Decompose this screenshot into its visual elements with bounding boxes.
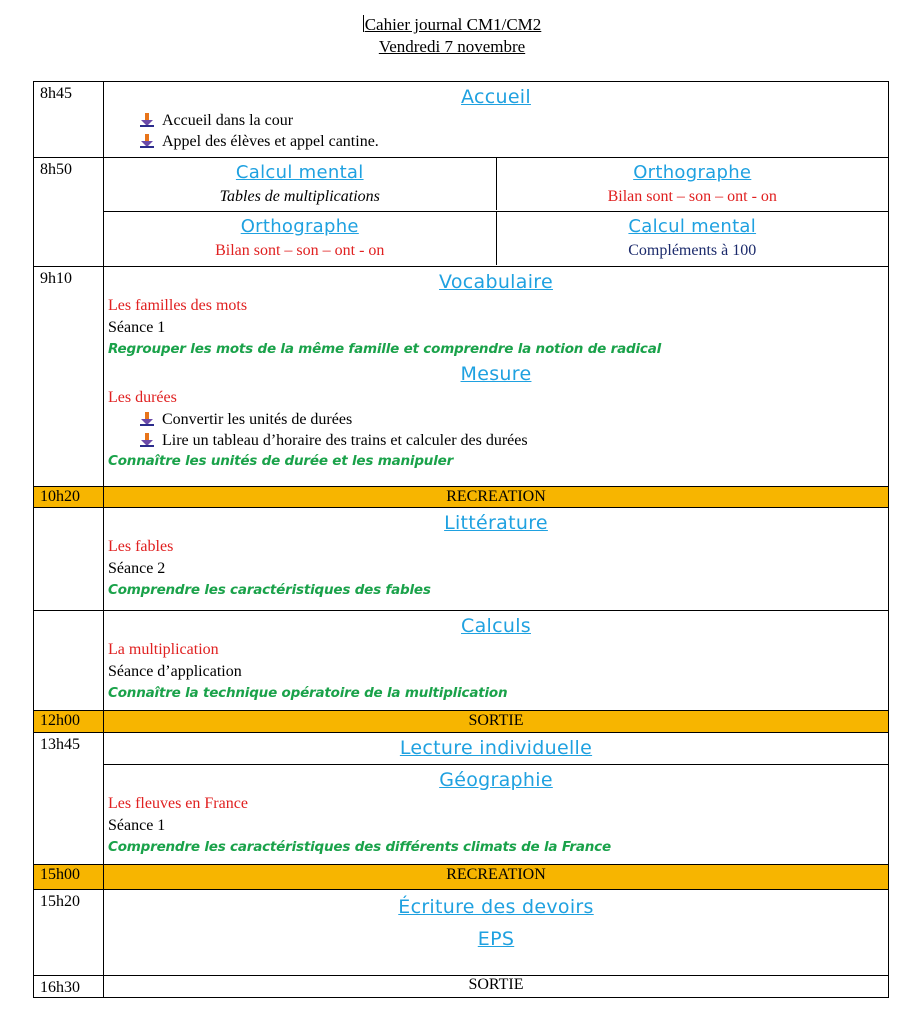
subject-title: Orthographe (240, 216, 359, 237)
lesson-objective: Regrouper les mots de la même famille et comprendre la notion de radical (108, 341, 662, 357)
slot-time-empty (34, 611, 104, 711)
slot-vocabulaire-mesure (34, 267, 889, 487)
slot-content (104, 611, 889, 711)
journal-title: Cahier journal CM1/CM2 (364, 15, 542, 34)
arrow-down-bullet-icon (140, 433, 154, 447)
slot-devoirs-eps (34, 890, 889, 976)
list-item (140, 430, 884, 451)
lesson-topic: Les fables (108, 538, 174, 555)
split-cell (104, 158, 889, 212)
lesson-session: Séance d’application (108, 663, 242, 680)
slot-time: 8h45 (34, 82, 104, 158)
break-label: RECREATION (104, 865, 889, 890)
list-item-text: Appel des élèves et appel cantine. (162, 133, 379, 150)
slot-content (104, 267, 889, 487)
slot-geographie (34, 765, 889, 865)
subject-title: Écriture des devoirs (398, 896, 594, 918)
lesson-objective: Connaître la technique opératoire de la multiplication (108, 685, 508, 701)
lesson-objective: Comprendre les caractéristiques des différents climats de la France (108, 839, 611, 855)
activity-text: Compléments à 100 (628, 242, 757, 259)
bullet-list (108, 409, 884, 451)
journal-date: Vendredi 7 novembre (378, 37, 526, 56)
break-row (34, 865, 889, 890)
subject-title: Orthographe (633, 162, 752, 183)
subject-title: Littérature (444, 512, 548, 534)
subject-title: Mesure (460, 363, 532, 385)
list-item (140, 409, 884, 430)
list-item-text: Convertir les unités de durées (162, 411, 353, 428)
lesson-objective: Connaître les unités de durée et les manipuler (108, 453, 454, 469)
schedule-table (33, 81, 889, 998)
slot-content (104, 82, 889, 158)
slot-time-empty (34, 508, 104, 611)
break-row (34, 487, 889, 508)
lesson-topic: Les fleuves en France (108, 795, 248, 812)
split-left (104, 158, 496, 210)
text-cursor (363, 15, 364, 32)
subject-title: Lecture individuelle (399, 737, 593, 759)
subject-title: Calcul mental (235, 162, 364, 183)
activity-text: Bilan sont – son – ont - on (607, 188, 777, 205)
subject-title: Vocabulaire (439, 271, 553, 293)
lesson-session: Séance 1 (108, 817, 166, 834)
subject-title: Calculs (461, 615, 531, 637)
list-item-text: Lire un tableau d’horaire des trains et calculer des durées (162, 432, 528, 449)
slot-time: 13h45 (34, 733, 104, 865)
slot-time: 15h00 (34, 865, 104, 890)
split-right (496, 212, 888, 265)
document-header (0, 14, 904, 58)
slot-litterature (34, 508, 889, 611)
slot-time: 15h20 (34, 890, 104, 976)
slot-time: 9h10 (34, 267, 104, 487)
slot-content (104, 890, 889, 976)
break-label: RECREATION (104, 487, 889, 508)
lesson-topic: Les familles des mots (108, 297, 248, 314)
activity-text: Tables de multiplications (219, 188, 380, 205)
slot-content (104, 733, 889, 765)
slot-accueil (34, 82, 889, 158)
list-item (140, 110, 884, 131)
slot-split-2 (34, 212, 889, 267)
slot-calculs (34, 611, 889, 711)
end-label: SORTIE (104, 976, 889, 998)
lesson-session: Séance 1 (108, 319, 166, 336)
arrow-down-bullet-icon (140, 412, 154, 426)
list-item-text: Accueil dans la cour (162, 112, 294, 129)
subject-title: Accueil (461, 86, 531, 108)
end-row (34, 976, 889, 998)
arrow-down-bullet-icon (140, 113, 154, 127)
slot-time: 16h30 (34, 976, 104, 998)
subject-title: EPS (477, 928, 515, 950)
arrow-down-bullet-icon (140, 134, 154, 148)
split-right (496, 158, 888, 210)
slot-content (104, 765, 889, 865)
list-item (140, 131, 884, 152)
lesson-topic: La multiplication (108, 641, 219, 658)
break-row (34, 711, 889, 733)
slot-time: 10h20 (34, 487, 104, 508)
slot-lecture (34, 733, 889, 765)
subject-title: Calcul mental (628, 216, 757, 237)
slot-time: 12h00 (34, 711, 104, 733)
activity-text: Bilan sont – son – ont - on (215, 242, 385, 259)
lesson-objective: Comprendre les caractéristiques des fables (108, 582, 431, 598)
slot-split-1 (34, 158, 889, 212)
subject-title: Géographie (439, 769, 553, 791)
lesson-session: Séance 2 (108, 560, 166, 577)
lesson-topic: Les durées (108, 389, 177, 406)
slot-time: 8h50 (34, 158, 104, 267)
split-left (104, 212, 496, 265)
break-label: SORTIE (104, 711, 889, 733)
slot-content (104, 508, 889, 611)
bullet-list (108, 110, 884, 152)
split-cell (104, 212, 889, 267)
